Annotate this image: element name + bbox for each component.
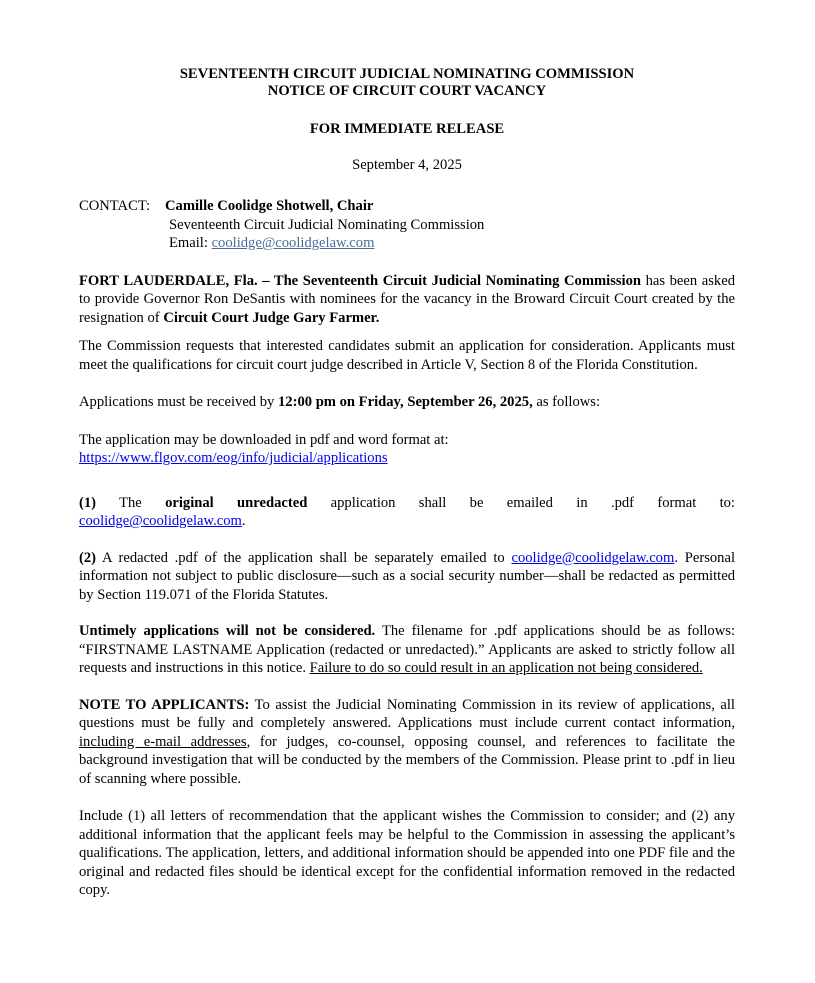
heading-line-2: NOTICE OF CIRCUIT COURT VACANCY (267, 83, 547, 99)
download-paragraph (79, 431, 735, 468)
notice-date: September 4, 2025 (352, 157, 462, 173)
contact-org: Seventeenth Circuit Judicial Nominating Commission (169, 216, 485, 233)
intro-paragraph (79, 272, 735, 328)
intro-judge: Circuit Court Judge Gary Farmer. (163, 309, 380, 326)
item-2-number: (2) (79, 549, 97, 566)
item-2-text: A redacted .pdf of the application shall be separately emailed to (96, 549, 512, 566)
note-paragraph (79, 696, 735, 789)
intro-bold-lead: FORT LAUDERDALE, Fla. – The Seventeenth Circuit Judicial Nominating Commission (79, 272, 642, 289)
contact-label: CONTACT: (79, 198, 151, 214)
untimely-warning: Failure to do so could result in an application not being considered. (309, 660, 703, 676)
notice-heading (79, 66, 735, 100)
item-1-email-link[interactable]: coolidge@coolidgelaw.com (79, 513, 242, 529)
contact-email-link[interactable]: coolidge@coolidgelaw.com (211, 235, 375, 251)
item-2-email-link[interactable]: coolidge@coolidgelaw.com (511, 549, 675, 566)
download-link[interactable]: https://www.flgov.com/eog/info/judicial/applications (79, 450, 388, 466)
item-1-end: . (241, 513, 246, 529)
item-1-bold: original unredacted (165, 494, 308, 511)
intro-text: has been asked to provide Governor Ron DeSantis with nominees for the vacancy in the Broward Circuit Court created by the resignation of (79, 272, 735, 326)
contact-block (79, 197, 735, 253)
note-underlined: including e-mail addresses (79, 733, 247, 750)
notice-document (79, 66, 735, 900)
item-1-the: The (96, 494, 166, 511)
deadline-date: 12:00 pm on Friday, September 26, 2025, (278, 394, 533, 410)
untimely-text: The filename for .pdf applications should be as follows: “FIRSTNAME LASTNAME Application (redacted or unredacted).” Applicants are asked to strictly follow all requests and instructions in this notice. (79, 623, 735, 676)
release-label: FOR IMMEDIATE RELEASE (309, 121, 505, 137)
item-1-text: application shall be emailed in .pdf format to: (307, 494, 735, 511)
note-bold: NOTE TO APPLICANTS: (79, 696, 250, 713)
include-paragraph: Include (1) all letters of recommendation that the applicant wishes the Commission to consider; and (2) any additional information that the applicant feels may be helpful to the Commission in assessing the applicant’s qualifications. The application, letters, and additional information should be appended into one PDF file and the original and redacted files should be identical except for the confidential information removed in the redacted copy. (79, 808, 735, 898)
deadline-paragraph (79, 393, 735, 412)
item-1-paragraph (79, 494, 735, 531)
item-2-paragraph (79, 549, 735, 605)
request-paragraph: The Commission requests that interested candidates submit an application for consideration. Applicants must meet the qualifications for circuit court judge described in Article V, Section 8 of the Florida Constitution. (79, 338, 735, 373)
item-2-rest: . Personal information not subject to public disclosure—such as a social security number—shall be redacted as permitted by Section 119.071 of the Florida Statutes. (79, 549, 735, 603)
heading-line-1: SEVENTEENTH CIRCUIT JUDICIAL NOMINATING COMMISSION (179, 66, 635, 82)
contact-email-label: Email: (169, 235, 208, 251)
note-text-1: To assist the Judicial Nominating Commission in its review of applications, all questions must be fully and completely answered. Applications must include current contact information, (79, 696, 735, 731)
deadline-before: Applications must be received by (79, 394, 278, 410)
deadline-after: as follows: (532, 394, 601, 410)
untimely-bold: Untimely applications will not be considered. (79, 623, 376, 639)
contact-name: Camille Coolidge Shotwell, Chair (165, 198, 374, 214)
contact-email-row (79, 234, 735, 253)
item-1-number: (1) (79, 494, 97, 511)
download-text: The application may be downloaded in pdf and word format at: (79, 431, 449, 448)
untimely-paragraph (79, 622, 735, 678)
note-text-2: , for judges, co-counsel, opposing counsel, and references to facilitate the background investigation that will be conducted by the members of the Commission. Please print to .pdf in lieu of scanning where possible. (79, 733, 735, 787)
